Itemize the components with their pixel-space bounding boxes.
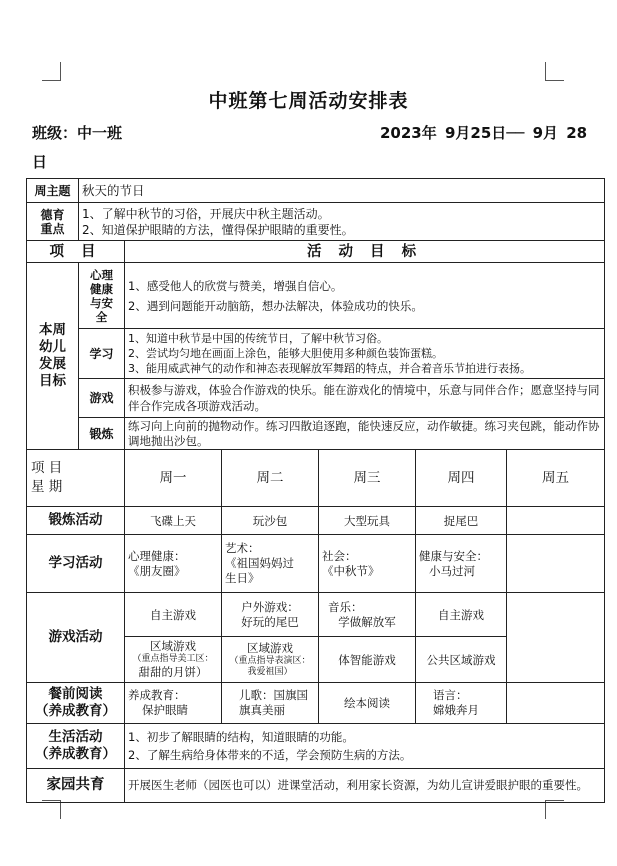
home-row [27,769,605,803]
dev-goals-label: 本周 幼儿 发展 目标 [27,263,79,450]
corner-mark-top-right [545,62,564,81]
games-cell-tue-1: 户外游戏： 好玩的尾巴 [222,593,319,637]
goals-header-goals: 活 动 目 标 [125,241,605,263]
corner-mark-top-left [42,62,61,81]
goals-header-item: 项 目 [27,241,125,263]
day-header-tue: 周二 [222,450,319,507]
home-content: 开展医生老师（园医也可以）进课堂活动，利用家长资源，为幼儿宣讲爱眼护眼的重要性。 [125,769,605,803]
games-cell-wed-1: 音乐： 学做解放军 [319,593,416,637]
goal-row-learning [27,329,605,379]
reading-label: 餐前阅读 （养成教育） [27,683,125,724]
learning-cell-fri [507,535,605,593]
games-cell-fri [507,593,605,683]
day-header-mon: 周一 [125,450,222,507]
exercise-cell-wed: 大型玩具 [319,507,416,535]
week-header-label: 项 目 星 期 [27,450,125,507]
moral-line: 2、知道保护眼睛的方法，懂得保护眼睛的重要性。 [82,222,354,237]
reading-cell-tue: 儿歌：国旗国 旗真美丽 [222,683,319,724]
goal-area-mental: 心理 健康 与安 全 [79,263,125,329]
date-tail: 日 [32,153,48,171]
learning-label: 学习活动 [27,535,125,593]
goal-text-game: 积极参与游戏，体验合作游戏的快乐。能在游戏化的情境中，乐意与同伴合作；愿意坚持与同伴合作完成各项游戏活动。 [125,379,605,418]
goal-text-learning: 1、知道中秋节是中国的传统节日，了解中秋节习俗。 2、尝试均匀地在画面上涂色，能够大胆使用多种颜色装饰蛋糕。 3、能用威武神气的动作和神态表现解放军舞蹈的特点，并合着音乐节拍进行表扬。 [125,329,605,379]
moral-label: 德育 重点 [27,203,79,241]
life-content: 1、初步了解眼睛的结构，知道眼睛的功能。 2、了解生病给身体带来的不适，学会预防生病的方法。 [125,724,605,769]
day-header-wed: 周三 [319,450,416,507]
exercise-cell-tue: 玩沙包 [222,507,319,535]
games-cell-thu-1: 自主游戏 [416,593,507,637]
exercise-row [27,507,605,535]
day-header-fri: 周五 [507,450,605,507]
goal-row-exercise [27,418,605,450]
goal-text-exercise: 练习向上向前的抛物动作。练习四散追逐跑，能快速反应，动作敏捷。练习夹包跳，能动作协调地抛出沙包。 [125,418,605,450]
games-cell-thu-2: 公共区域游戏 [416,637,507,683]
theme-row [27,179,605,203]
moral-row [27,203,605,241]
games-row-1 [27,593,605,637]
games-cell-mon-2: 区域游戏 （重点指导美工区： 甜甜的月饼） [125,637,222,683]
reading-cell-wed: 绘本阅读 [319,683,416,724]
home-label: 家园共育 [27,769,125,803]
learning-cell-tue: 艺术： 《祖国妈妈过 生日》 [222,535,319,593]
games-cell-wed-2: 体智能游戏 [319,637,416,683]
exercise-cell-mon: 飞碟上天 [125,507,222,535]
day-header-thu: 周四 [416,450,507,507]
life-row [27,724,605,769]
reading-cell-fri [507,683,605,724]
schedule-table [26,178,605,803]
exercise-label: 锻炼活动 [27,507,125,535]
moral-content [79,203,605,241]
reading-row [27,683,605,724]
goal-area-learning: 学习 [79,329,125,379]
date-range: 2023年 9月25日── 9月 28 [380,124,588,142]
goal-text-mental: 1、感受他人的欣赏与赞美，增强自信心。 2、遇到问题能开动脑筋，想办法解决，体验成功的快乐。 [125,263,605,329]
page-title: 中班第七周活动安排表 [208,90,409,112]
reading-cell-thu: 语言： 嫦娥奔月 [416,683,507,724]
learning-cell-mon: 心理健康： 《朋友圈》 [125,535,222,593]
reading-cell-mon: 养成教育： 保护眼睛 [125,683,222,724]
exercise-cell-fri [507,507,605,535]
theme-value: 秋天的节日 [79,179,605,203]
goals-header-row [27,241,605,263]
goal-row-mental [27,263,605,329]
class-label: 班级：中一班 [32,124,123,142]
goal-area-game: 游戏 [79,379,125,418]
games-cell-mon-1: 自主游戏 [125,593,222,637]
games-cell-tue-2: 区域游戏 （重点指导表演区： 我爱祖国） [222,637,319,683]
exercise-cell-thu: 捉尾巴 [416,507,507,535]
learning-row [27,535,605,593]
theme-label: 周主题 [27,179,79,203]
learning-cell-wed: 社会： 《中秋节》 [319,535,416,593]
life-label: 生活活动 （养成教育） [27,724,125,769]
week-header-row [27,450,605,507]
moral-line: 1、了解中秋节的习俗，开展庆中秋主题活动。 [82,206,330,221]
goal-area-exercise: 锻炼 [79,418,125,450]
goal-row-game [27,379,605,418]
games-label: 游戏活动 [27,593,125,683]
learning-cell-thu: 健康与安全： 小马过河 [416,535,507,593]
